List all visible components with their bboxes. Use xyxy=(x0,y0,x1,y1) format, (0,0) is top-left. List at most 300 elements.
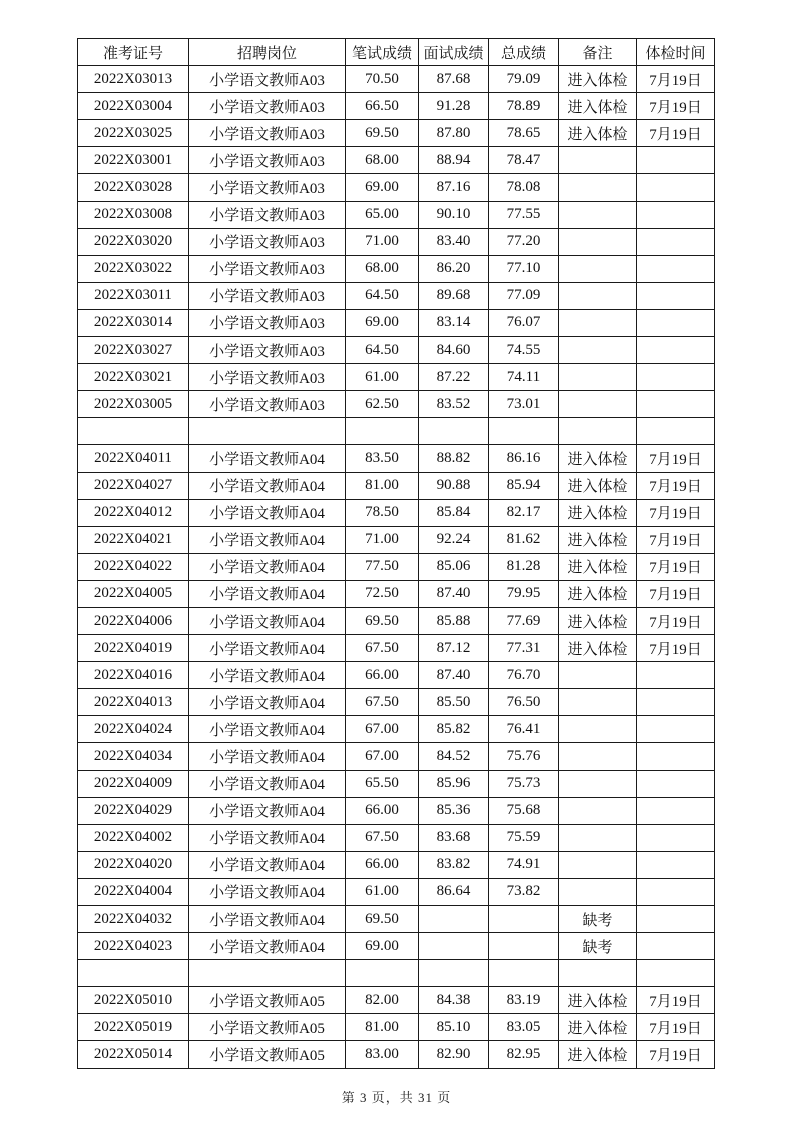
cell-remark xyxy=(559,337,637,364)
cell-checkup-date xyxy=(637,933,715,960)
cell-written-score: 67.50 xyxy=(346,824,419,851)
cell-total-score: 74.55 xyxy=(489,337,559,364)
table-row xyxy=(78,851,715,878)
cell-position: 小学语文教师A04 xyxy=(189,580,346,607)
cell-remark: 进入体检 xyxy=(559,635,637,662)
cell-remark: 进入体检 xyxy=(559,1014,637,1041)
cell-exam-id: 2022X04020 xyxy=(78,851,189,878)
cell-exam-id: 2022X04024 xyxy=(78,716,189,743)
cell-interview-score: 89.68 xyxy=(419,282,489,309)
cell-remark: 进入体检 xyxy=(559,445,637,472)
cell-checkup-date: 7月19日 xyxy=(637,445,715,472)
cell-interview-score: 84.38 xyxy=(419,987,489,1014)
cell-written-score: 65.00 xyxy=(346,201,419,228)
cell-written-score xyxy=(346,418,419,445)
cell-written-score: 66.00 xyxy=(346,662,419,689)
cell-written-score: 82.00 xyxy=(346,987,419,1014)
cell-exam-id: 2022X04019 xyxy=(78,635,189,662)
cell-interview-score xyxy=(419,933,489,960)
cell-checkup-date xyxy=(637,851,715,878)
cell-interview-score xyxy=(419,960,489,987)
table-row xyxy=(78,933,715,960)
cell-checkup-date xyxy=(637,662,715,689)
cell-checkup-date: 7月19日 xyxy=(637,1041,715,1068)
cell-position: 小学语文教师A04 xyxy=(189,933,346,960)
cell-checkup-date xyxy=(637,174,715,201)
cell-exam-id: 2022X03021 xyxy=(78,364,189,391)
table-row xyxy=(78,282,715,309)
cell-remark xyxy=(559,797,637,824)
cell-total-score: 76.50 xyxy=(489,689,559,716)
cell-total-score: 76.41 xyxy=(489,716,559,743)
cell-remark: 进入体检 xyxy=(559,553,637,580)
table-row xyxy=(78,93,715,120)
cell-checkup-date xyxy=(637,770,715,797)
cell-checkup-date: 7月19日 xyxy=(637,635,715,662)
cell-position: 小学语文教师A04 xyxy=(189,445,346,472)
cell-total-score: 82.17 xyxy=(489,499,559,526)
cell-position: 小学语文教师A03 xyxy=(189,337,346,364)
cell-position: 小学语文教师A04 xyxy=(189,607,346,634)
cell-remark xyxy=(559,255,637,282)
cell-interview-score: 87.40 xyxy=(419,580,489,607)
cell-checkup-date: 7月19日 xyxy=(637,1014,715,1041)
cell-checkup-date: 7月19日 xyxy=(637,607,715,634)
cell-total-score xyxy=(489,906,559,933)
cell-interview-score xyxy=(419,418,489,445)
cell-exam-id: 2022X05010 xyxy=(78,987,189,1014)
cell-remark: 进入体检 xyxy=(559,526,637,553)
cell-position: 小学语文教师A03 xyxy=(189,228,346,255)
cell-interview-score: 87.80 xyxy=(419,120,489,147)
cell-written-score: 71.00 xyxy=(346,526,419,553)
cell-total-score: 81.62 xyxy=(489,526,559,553)
cell-checkup-date: 7月19日 xyxy=(637,120,715,147)
table-row xyxy=(78,201,715,228)
cell-checkup-date: 7月19日 xyxy=(637,93,715,120)
cell-exam-id: 2022X04027 xyxy=(78,472,189,499)
cell-position: 小学语文教师A04 xyxy=(189,770,346,797)
cell-written-score: 68.00 xyxy=(346,255,419,282)
cell-exam-id: 2022X03011 xyxy=(78,282,189,309)
table-row xyxy=(78,635,715,662)
cell-interview-score: 85.96 xyxy=(419,770,489,797)
cell-exam-id: 2022X04016 xyxy=(78,662,189,689)
cell-checkup-date xyxy=(637,418,715,445)
cell-remark xyxy=(559,147,637,174)
cell-exam-id: 2022X03004 xyxy=(78,93,189,120)
cell-remark xyxy=(559,174,637,201)
cell-remark xyxy=(559,364,637,391)
cell-total-score: 82.95 xyxy=(489,1041,559,1068)
cell-exam-id: 2022X05019 xyxy=(78,1014,189,1041)
cell-position: 小学语文教师A04 xyxy=(189,824,346,851)
cell-interview-score: 92.24 xyxy=(419,526,489,553)
cell-written-score: 81.00 xyxy=(346,472,419,499)
cell-total-score: 83.05 xyxy=(489,1014,559,1041)
cell-interview-score: 87.40 xyxy=(419,662,489,689)
cell-total-score xyxy=(489,933,559,960)
page-number: 第 3 页，共 31 页 xyxy=(341,1090,452,1105)
cell-position: 小学语文教师A04 xyxy=(189,526,346,553)
cell-total-score: 75.76 xyxy=(489,743,559,770)
cell-written-score: 67.50 xyxy=(346,635,419,662)
cell-remark: 进入体检 xyxy=(559,120,637,147)
cell-total-score: 74.11 xyxy=(489,364,559,391)
cell-interview-score: 90.88 xyxy=(419,472,489,499)
cell-position: 小学语文教师A03 xyxy=(189,147,346,174)
table-row xyxy=(78,824,715,851)
cell-checkup-date xyxy=(637,309,715,336)
blank-separator-row xyxy=(78,418,715,445)
cell-total-score: 77.10 xyxy=(489,255,559,282)
cell-remark: 进入体检 xyxy=(559,499,637,526)
cell-position xyxy=(189,960,346,987)
table-row xyxy=(78,391,715,418)
table-row xyxy=(78,309,715,336)
cell-total-score: 76.07 xyxy=(489,309,559,336)
cell-total-score: 79.09 xyxy=(489,66,559,93)
cell-exam-id: 2022X04009 xyxy=(78,770,189,797)
cell-total-score xyxy=(489,960,559,987)
cell-interview-score: 91.28 xyxy=(419,93,489,120)
cell-exam-id: 2022X04011 xyxy=(78,445,189,472)
cell-checkup-date: 7月19日 xyxy=(637,553,715,580)
cell-total-score: 78.89 xyxy=(489,93,559,120)
cell-interview-score: 85.82 xyxy=(419,716,489,743)
table-row xyxy=(78,147,715,174)
cell-exam-id: 2022X04034 xyxy=(78,743,189,770)
cell-total-score: 77.09 xyxy=(489,282,559,309)
cell-checkup-date xyxy=(637,147,715,174)
cell-position: 小学语文教师A05 xyxy=(189,1014,346,1041)
results-sheet xyxy=(77,38,714,1069)
cell-remark xyxy=(559,391,637,418)
cell-position: 小学语文教师A03 xyxy=(189,201,346,228)
cell-remark: 缺考 xyxy=(559,906,637,933)
cell-checkup-date: 7月19日 xyxy=(637,472,715,499)
cell-remark xyxy=(559,662,637,689)
table-row xyxy=(78,689,715,716)
column-header-written-score: 笔试成绩 xyxy=(346,39,419,66)
cell-position: 小学语文教师A03 xyxy=(189,174,346,201)
cell-interview-score: 83.82 xyxy=(419,851,489,878)
cell-total-score xyxy=(489,418,559,445)
cell-written-score: 70.50 xyxy=(346,66,419,93)
cell-written-score: 83.50 xyxy=(346,445,419,472)
cell-checkup-date: 7月19日 xyxy=(637,499,715,526)
column-header-interview-score: 面试成绩 xyxy=(419,39,489,66)
cell-interview-score: 83.40 xyxy=(419,228,489,255)
cell-total-score: 75.73 xyxy=(489,770,559,797)
cell-remark: 进入体检 xyxy=(559,66,637,93)
cell-checkup-date xyxy=(637,364,715,391)
cell-interview-score: 85.36 xyxy=(419,797,489,824)
table-row xyxy=(78,770,715,797)
cell-total-score: 74.91 xyxy=(489,851,559,878)
cell-exam-id: 2022X04012 xyxy=(78,499,189,526)
cell-total-score: 77.20 xyxy=(489,228,559,255)
table-row xyxy=(78,797,715,824)
cell-position: 小学语文教师A04 xyxy=(189,797,346,824)
cell-total-score: 73.82 xyxy=(489,878,559,905)
cell-written-score xyxy=(346,960,419,987)
cell-exam-id: 2022X04022 xyxy=(78,553,189,580)
cell-position: 小学语文教师A03 xyxy=(189,282,346,309)
cell-position: 小学语文教师A04 xyxy=(189,472,346,499)
cell-interview-score: 86.20 xyxy=(419,255,489,282)
cell-checkup-date xyxy=(637,716,715,743)
cell-remark xyxy=(559,770,637,797)
table-row xyxy=(78,878,715,905)
cell-exam-id: 2022X03022 xyxy=(78,255,189,282)
cell-interview-score: 85.50 xyxy=(419,689,489,716)
cell-exam-id: 2022X04006 xyxy=(78,607,189,634)
cell-total-score: 75.59 xyxy=(489,824,559,851)
cell-interview-score: 87.22 xyxy=(419,364,489,391)
cell-written-score: 68.00 xyxy=(346,147,419,174)
cell-written-score: 66.00 xyxy=(346,851,419,878)
cell-interview-score: 84.52 xyxy=(419,743,489,770)
cell-exam-id: 2022X03020 xyxy=(78,228,189,255)
cell-total-score: 79.95 xyxy=(489,580,559,607)
cell-exam-id: 2022X04005 xyxy=(78,580,189,607)
cell-written-score: 66.00 xyxy=(346,797,419,824)
cell-written-score: 69.50 xyxy=(346,120,419,147)
cell-position: 小学语文教师A04 xyxy=(189,878,346,905)
cell-position: 小学语文教师A04 xyxy=(189,851,346,878)
cell-checkup-date xyxy=(637,391,715,418)
cell-total-score: 78.47 xyxy=(489,147,559,174)
cell-checkup-date xyxy=(637,743,715,770)
cell-position: 小学语文教师A03 xyxy=(189,391,346,418)
cell-checkup-date xyxy=(637,960,715,987)
cell-interview-score: 83.68 xyxy=(419,824,489,851)
cell-written-score: 66.50 xyxy=(346,93,419,120)
cell-position: 小学语文教师A03 xyxy=(189,120,346,147)
table-header-row xyxy=(78,39,715,66)
cell-written-score: 64.50 xyxy=(346,337,419,364)
cell-remark xyxy=(559,201,637,228)
cell-written-score: 72.50 xyxy=(346,580,419,607)
cell-remark xyxy=(559,716,637,743)
table-row xyxy=(78,66,715,93)
cell-total-score: 75.68 xyxy=(489,797,559,824)
cell-exam-id: 2022X03014 xyxy=(78,309,189,336)
table-row xyxy=(78,1041,715,1068)
cell-remark xyxy=(559,418,637,445)
table-row xyxy=(78,662,715,689)
cell-total-score: 83.19 xyxy=(489,987,559,1014)
cell-position: 小学语文教师A05 xyxy=(189,1041,346,1068)
cell-written-score: 61.00 xyxy=(346,878,419,905)
table-row xyxy=(78,526,715,553)
cell-exam-id: 2022X03013 xyxy=(78,66,189,93)
cell-interview-score: 88.82 xyxy=(419,445,489,472)
cell-exam-id xyxy=(78,418,189,445)
cell-remark xyxy=(559,228,637,255)
cell-remark: 进入体检 xyxy=(559,987,637,1014)
cell-written-score: 81.00 xyxy=(346,1014,419,1041)
cell-checkup-date: 7月19日 xyxy=(637,66,715,93)
table-row xyxy=(78,553,715,580)
cell-interview-score xyxy=(419,906,489,933)
table-row xyxy=(78,499,715,526)
cell-remark xyxy=(559,824,637,851)
cell-total-score: 78.65 xyxy=(489,120,559,147)
cell-total-score: 76.70 xyxy=(489,662,559,689)
cell-written-score: 77.50 xyxy=(346,553,419,580)
cell-written-score: 62.50 xyxy=(346,391,419,418)
cell-remark xyxy=(559,743,637,770)
cell-position: 小学语文教师A04 xyxy=(189,906,346,933)
cell-written-score: 83.00 xyxy=(346,1041,419,1068)
cell-exam-id: 2022X03001 xyxy=(78,147,189,174)
table-row xyxy=(78,255,715,282)
cell-checkup-date xyxy=(637,337,715,364)
cell-remark xyxy=(559,309,637,336)
cell-position: 小学语文教师A03 xyxy=(189,93,346,120)
cell-exam-id: 2022X04032 xyxy=(78,906,189,933)
cell-position: 小学语文教师A04 xyxy=(189,689,346,716)
table-row xyxy=(78,120,715,147)
table-row xyxy=(78,445,715,472)
cell-interview-score: 85.10 xyxy=(419,1014,489,1041)
cell-total-score: 73.01 xyxy=(489,391,559,418)
cell-interview-score: 85.84 xyxy=(419,499,489,526)
cell-total-score: 85.94 xyxy=(489,472,559,499)
cell-remark: 进入体检 xyxy=(559,607,637,634)
cell-remark xyxy=(559,689,637,716)
cell-position: 小学语文教师A03 xyxy=(189,66,346,93)
table-row xyxy=(78,607,715,634)
cell-checkup-date xyxy=(637,689,715,716)
cell-written-score: 78.50 xyxy=(346,499,419,526)
cell-position: 小学语文教师A04 xyxy=(189,499,346,526)
cell-total-score: 86.16 xyxy=(489,445,559,472)
cell-interview-score: 85.06 xyxy=(419,553,489,580)
cell-written-score: 64.50 xyxy=(346,282,419,309)
cell-interview-score: 87.12 xyxy=(419,635,489,662)
cell-remark xyxy=(559,282,637,309)
table-row xyxy=(78,174,715,201)
cell-exam-id: 2022X04002 xyxy=(78,824,189,851)
column-header-total-score: 总成绩 xyxy=(489,39,559,66)
table-row xyxy=(78,716,715,743)
cell-written-score: 69.00 xyxy=(346,309,419,336)
table-row xyxy=(78,743,715,770)
table-row xyxy=(78,1014,715,1041)
cell-remark: 进入体检 xyxy=(559,580,637,607)
blank-separator-row xyxy=(78,960,715,987)
cell-remark: 进入体检 xyxy=(559,93,637,120)
cell-total-score: 77.31 xyxy=(489,635,559,662)
cell-interview-score: 86.64 xyxy=(419,878,489,905)
cell-exam-id: 2022X04029 xyxy=(78,797,189,824)
column-header-exam-id: 准考证号 xyxy=(78,39,189,66)
cell-total-score: 77.55 xyxy=(489,201,559,228)
cell-checkup-date xyxy=(637,282,715,309)
cell-written-score: 69.00 xyxy=(346,174,419,201)
cell-remark xyxy=(559,960,637,987)
cell-interview-score: 87.68 xyxy=(419,66,489,93)
table-body xyxy=(78,66,715,1068)
cell-total-score: 77.69 xyxy=(489,607,559,634)
column-header-checkup-date: 体检时间 xyxy=(637,39,715,66)
cell-interview-score: 88.94 xyxy=(419,147,489,174)
cell-checkup-date: 7月19日 xyxy=(637,580,715,607)
cell-written-score: 69.50 xyxy=(346,607,419,634)
cell-position: 小学语文教师A03 xyxy=(189,255,346,282)
cell-remark: 缺考 xyxy=(559,933,637,960)
cell-interview-score: 85.88 xyxy=(419,607,489,634)
cell-position: 小学语文教师A04 xyxy=(189,743,346,770)
cell-written-score: 67.00 xyxy=(346,716,419,743)
cell-remark: 进入体检 xyxy=(559,1041,637,1068)
cell-exam-id xyxy=(78,960,189,987)
cell-checkup-date xyxy=(637,228,715,255)
table-row xyxy=(78,580,715,607)
cell-position: 小学语文教师A03 xyxy=(189,364,346,391)
cell-interview-score: 83.52 xyxy=(419,391,489,418)
cell-interview-score: 90.10 xyxy=(419,201,489,228)
cell-checkup-date xyxy=(637,797,715,824)
cell-position: 小学语文教师A04 xyxy=(189,635,346,662)
cell-position: 小学语文教师A04 xyxy=(189,553,346,580)
cell-remark xyxy=(559,878,637,905)
cell-written-score: 67.50 xyxy=(346,689,419,716)
cell-written-score: 71.00 xyxy=(346,228,419,255)
cell-total-score: 78.08 xyxy=(489,174,559,201)
cell-written-score: 61.00 xyxy=(346,364,419,391)
cell-checkup-date xyxy=(637,201,715,228)
cell-interview-score: 83.14 xyxy=(419,309,489,336)
cell-exam-id: 2022X04023 xyxy=(78,933,189,960)
cell-written-score: 69.50 xyxy=(346,906,419,933)
table-row xyxy=(78,364,715,391)
cell-exam-id: 2022X04004 xyxy=(78,878,189,905)
cell-checkup-date: 7月19日 xyxy=(637,987,715,1014)
cell-checkup-date xyxy=(637,824,715,851)
table-row xyxy=(78,337,715,364)
cell-remark xyxy=(559,851,637,878)
cell-position: 小学语文教师A03 xyxy=(189,309,346,336)
table-row xyxy=(78,987,715,1014)
table-row xyxy=(78,472,715,499)
cell-remark: 进入体检 xyxy=(559,472,637,499)
cell-checkup-date xyxy=(637,878,715,905)
cell-exam-id: 2022X03005 xyxy=(78,391,189,418)
cell-interview-score: 82.90 xyxy=(419,1041,489,1068)
cell-exam-id: 2022X04021 xyxy=(78,526,189,553)
cell-checkup-date xyxy=(637,906,715,933)
cell-checkup-date: 7月19日 xyxy=(637,526,715,553)
cell-written-score: 67.00 xyxy=(346,743,419,770)
cell-exam-id: 2022X03008 xyxy=(78,201,189,228)
cell-position xyxy=(189,418,346,445)
cell-checkup-date xyxy=(637,255,715,282)
cell-position: 小学语文教师A04 xyxy=(189,716,346,743)
cell-position: 小学语文教师A04 xyxy=(189,662,346,689)
results-table xyxy=(77,38,715,1069)
cell-total-score: 81.28 xyxy=(489,553,559,580)
cell-written-score: 69.00 xyxy=(346,933,419,960)
column-header-remark: 备注 xyxy=(559,39,637,66)
cell-interview-score: 87.16 xyxy=(419,174,489,201)
cell-interview-score: 84.60 xyxy=(419,337,489,364)
cell-exam-id: 2022X04013 xyxy=(78,689,189,716)
table-row xyxy=(78,906,715,933)
